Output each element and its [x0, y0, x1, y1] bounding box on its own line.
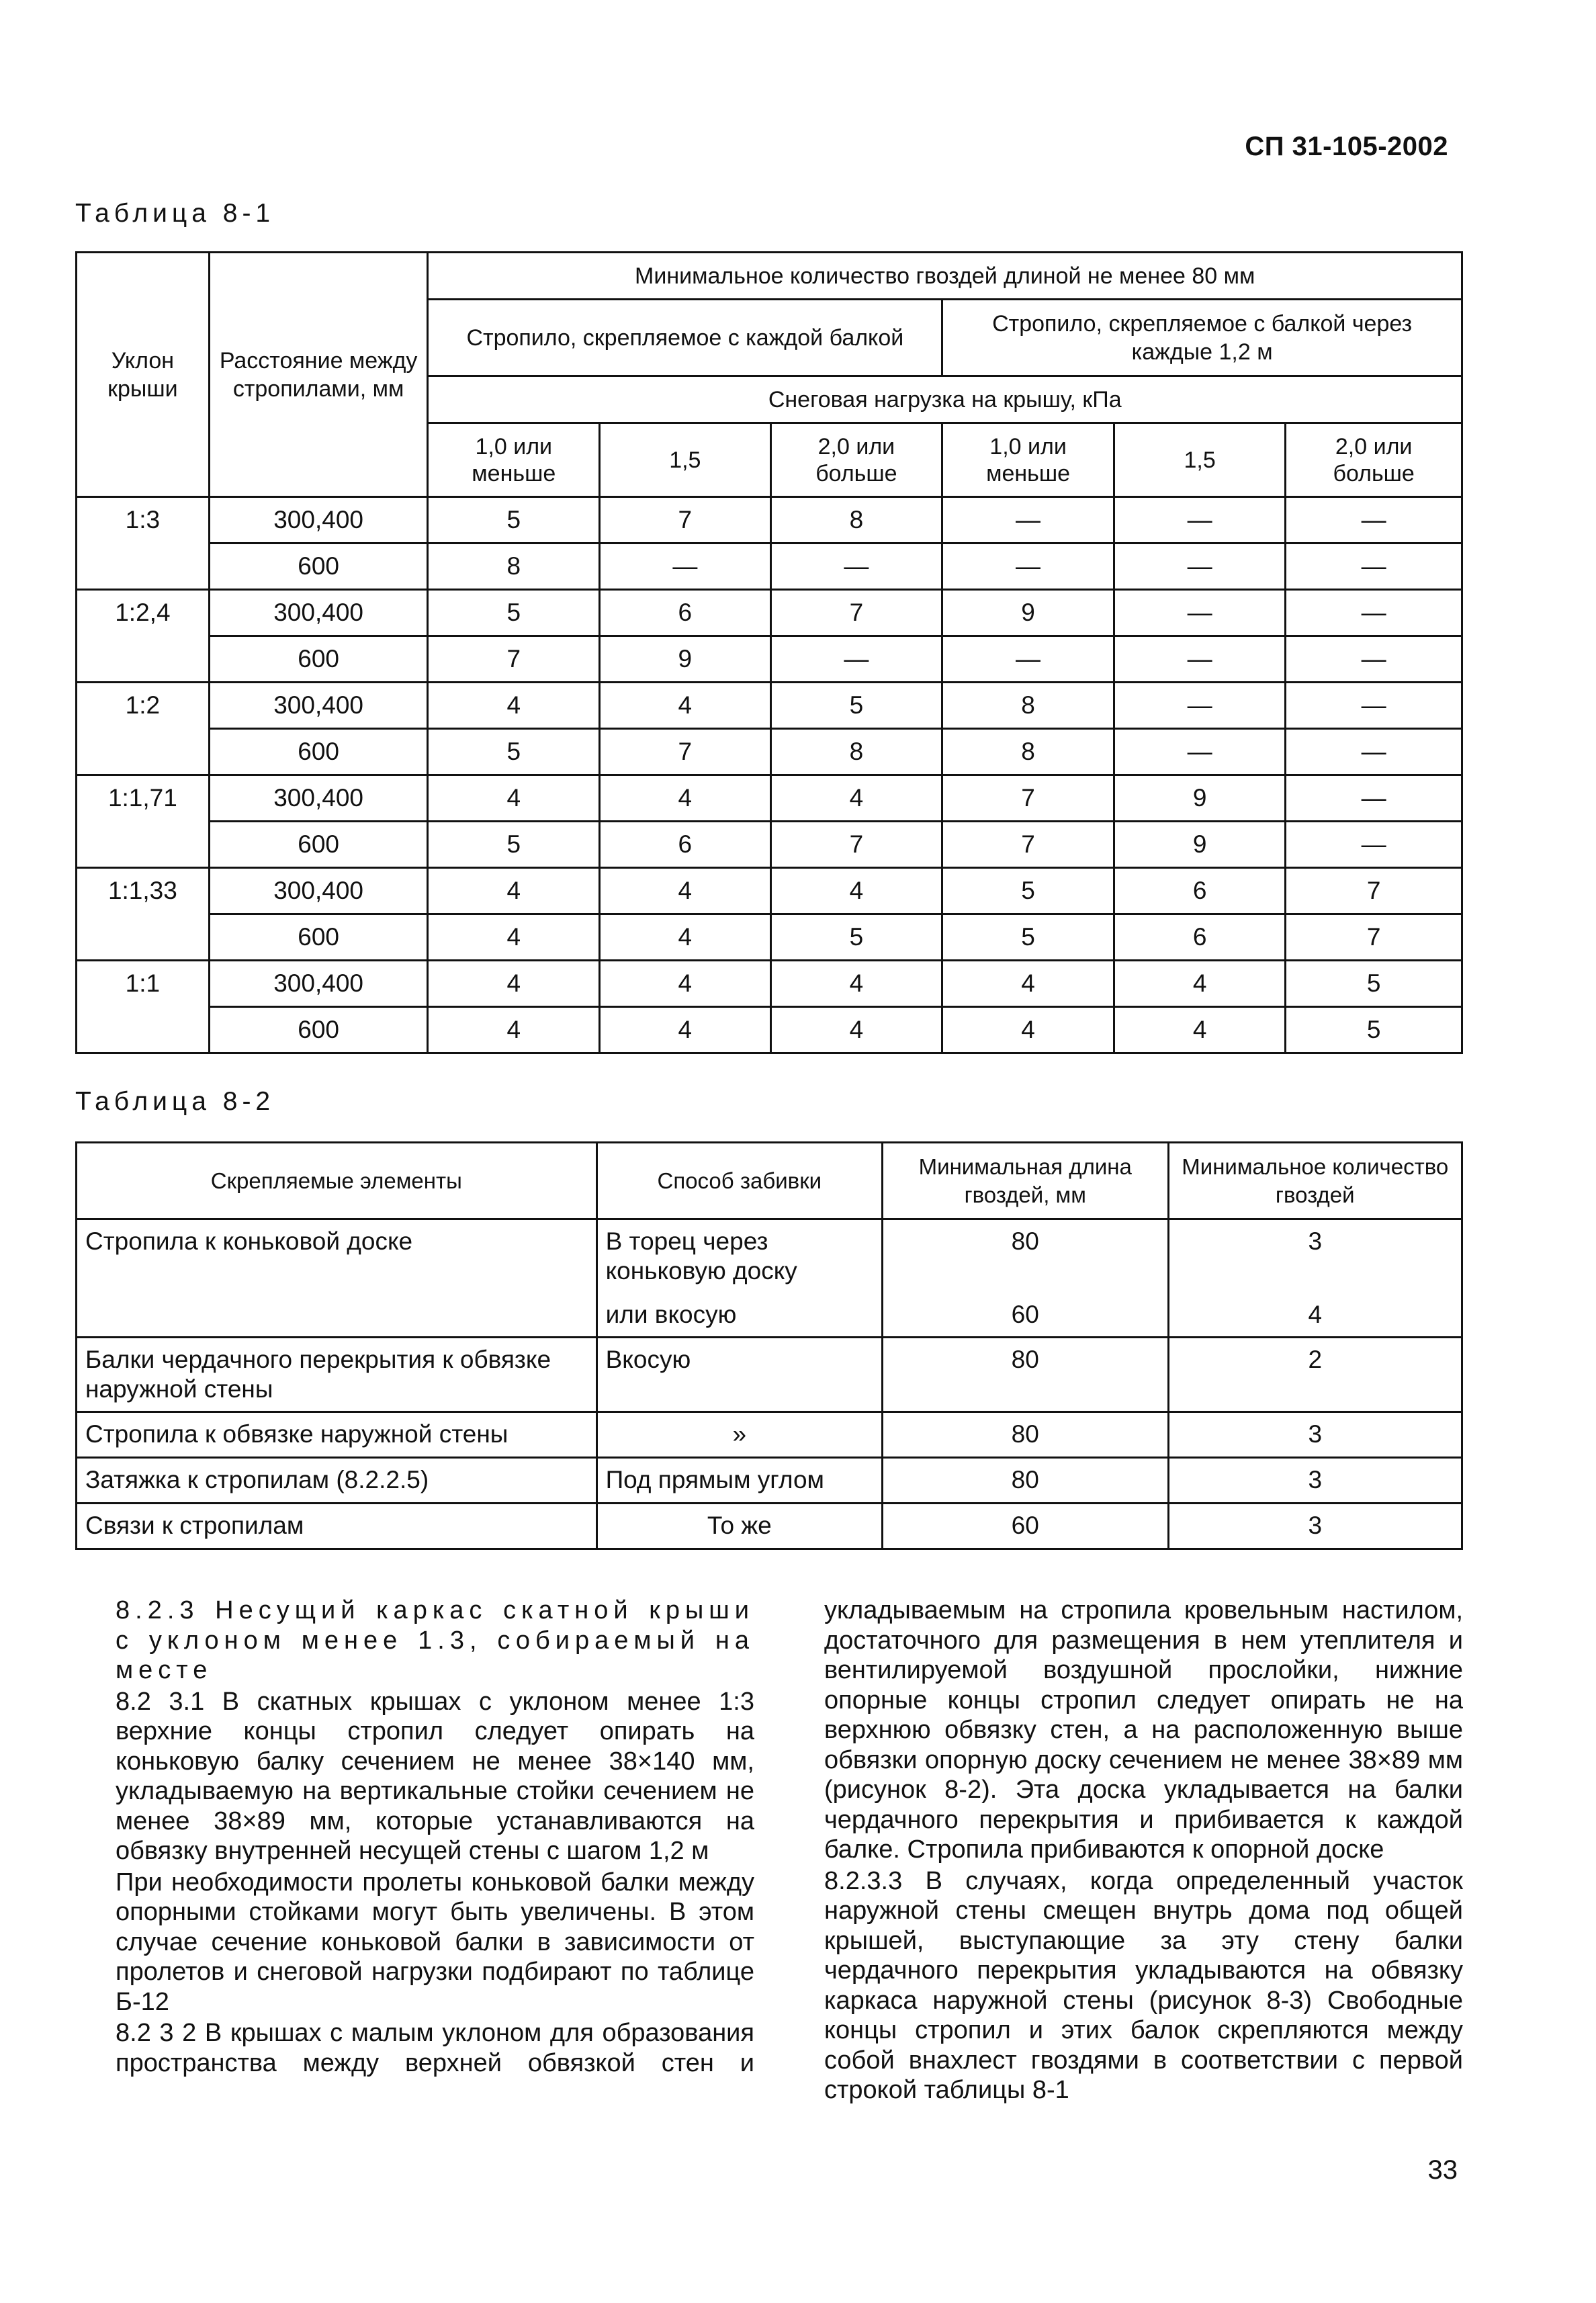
nail-count-cell: 4	[600, 914, 770, 961]
nail-count-cell: 6	[600, 822, 770, 868]
nail-count-cell: 8	[942, 683, 1114, 729]
nail-count-cell: —	[1114, 544, 1285, 590]
nail-count-cell: —	[1114, 590, 1285, 636]
nail-count-cell: 8	[942, 729, 1114, 775]
slope-cell: 1:3	[77, 497, 210, 590]
spacing-cell: 300,400	[209, 961, 428, 1007]
method-cell: Вкосую	[596, 1337, 882, 1411]
nail-count-cell: —	[1286, 497, 1462, 544]
length-cell: 60	[883, 1293, 1169, 1338]
nail-count-cell: 5	[770, 914, 942, 961]
header-load-col: 1,0 или меньше	[942, 423, 1114, 497]
method-cell: В торец через коньковую доску	[596, 1219, 882, 1293]
nail-count-cell: 7	[428, 636, 600, 683]
spacing-cell: 300,400	[209, 683, 428, 729]
count-cell: 3	[1168, 1219, 1462, 1293]
length-cell: 80	[883, 1337, 1169, 1411]
nail-count-cell: 4	[600, 1007, 770, 1053]
nail-count-cell: —	[770, 636, 942, 683]
nail-count-cell: 6	[600, 590, 770, 636]
nail-count-cell: 4	[428, 961, 600, 1007]
spacing-cell: 300,400	[209, 775, 428, 822]
nail-count-cell: 5	[1286, 1007, 1462, 1053]
count-cell: 3	[1168, 1503, 1462, 1549]
nail-count-cell: 6	[1114, 868, 1285, 914]
header-load-col: 2,0 или больше	[770, 423, 942, 497]
nail-count-cell: 7	[600, 729, 770, 775]
slope-cell: 1:2,4	[77, 590, 210, 683]
nail-count-cell: —	[1114, 683, 1285, 729]
elements-cell: Затяжка к стропилам (8.2.2.5)	[77, 1457, 597, 1503]
nail-count-cell: 4	[600, 961, 770, 1007]
paragraph: 8.2.3.3 В случаях, когда определенный участок наружной стены смещен внутрь дома под общей крышей, выступающие за эту стену балки чердачного перекрытия укладываются на обвязку каркаса наружной стены (рисунок 8-3) Свободные концы стропил и этих балок скрепляются между собой внахлест гвоздями в соответствии с первой строкой таблицы 8-1	[824, 1866, 1463, 2104]
spacing-cell: 600	[209, 544, 428, 590]
count-cell: 3	[1168, 1457, 1462, 1503]
nail-count-cell: —	[770, 544, 942, 590]
slope-cell: 1:2	[77, 683, 210, 775]
table-row	[77, 590, 1462, 636]
nail-count-cell: 4	[942, 961, 1114, 1007]
page-number: 33	[1427, 2155, 1458, 2185]
nail-count-cell: —	[1286, 636, 1462, 683]
nail-count-cell: 9	[1114, 822, 1285, 868]
nail-count-cell: —	[1114, 636, 1285, 683]
body-text	[116, 1596, 1463, 2105]
header-min-length: Минимальная длина гвоздей, мм	[883, 1143, 1169, 1219]
header-slope: Уклон крыши	[77, 253, 210, 497]
nail-count-cell: 5	[942, 868, 1114, 914]
method-cell: »	[596, 1411, 882, 1457]
table-8-1	[75, 251, 1463, 1054]
section-heading: 8.2.3 Несущий каркас скатной крыши с уклоном менее 1.3, собираемый на месте	[116, 1596, 754, 1684]
nail-count-cell: 4	[428, 1007, 600, 1053]
header-spacing: Расстояние между стропилами, мм	[209, 253, 428, 497]
nail-count-cell: —	[1114, 497, 1285, 544]
nail-count-cell: 4	[770, 775, 942, 822]
length-cell: 60	[883, 1503, 1169, 1549]
nail-count-cell: 4	[428, 868, 600, 914]
table-8-1-caption: Таблица 8-1	[75, 199, 275, 228]
spacing-cell: 600	[209, 914, 428, 961]
nail-count-cell: —	[942, 497, 1114, 544]
nail-count-cell: —	[600, 544, 770, 590]
table-row	[77, 822, 1462, 868]
nail-count-cell: 7	[770, 822, 942, 868]
spacing-cell: 600	[209, 636, 428, 683]
slope-cell: 1:1	[77, 961, 210, 1053]
table-8-2	[75, 1141, 1463, 1550]
nail-count-cell: 4	[1114, 1007, 1285, 1053]
table-row	[77, 914, 1462, 961]
nail-count-cell: —	[1286, 683, 1462, 729]
header-load-col: 1,0 или меньше	[428, 423, 600, 497]
nail-count-cell: 5	[942, 914, 1114, 961]
slope-cell: 1:1,33	[77, 868, 210, 961]
count-cell: 2	[1168, 1337, 1462, 1411]
nail-count-cell: 6	[1114, 914, 1285, 961]
table-row	[77, 775, 1462, 822]
nail-count-cell: 7	[1286, 914, 1462, 961]
nail-count-cell: 7	[942, 822, 1114, 868]
nail-count-cell: 4	[600, 868, 770, 914]
count-cell: 4	[1168, 1293, 1462, 1338]
nail-count-cell: 7	[942, 775, 1114, 822]
nail-count-cell: 4	[428, 683, 600, 729]
method-cell: То же	[596, 1503, 882, 1549]
header-each-beam: Стропило, скрепляемое с каждой балкой	[428, 300, 942, 376]
nail-count-cell: —	[1286, 822, 1462, 868]
nail-count-cell: 4	[770, 1007, 942, 1053]
table-row	[77, 868, 1462, 914]
nail-count-cell: 5	[428, 497, 600, 544]
spacing-cell: 600	[209, 1007, 428, 1053]
header-load-col: 1,5	[1114, 423, 1285, 497]
nail-count-cell: 7	[600, 497, 770, 544]
header-min-nails: Минимальное количество гвоздей длиной не менее 80 мм	[428, 253, 1462, 300]
table-row	[77, 497, 1462, 544]
nail-count-cell: —	[1286, 729, 1462, 775]
header-method: Способ забивки	[596, 1143, 882, 1219]
paragraph: 8.2 3 2 В крышах с малым уклоном для образования пространства между верхней обвязкой стен и укладываемым на стропила кровельным настилом, достаточного для размещения в нем утеплителя и вентилируемой воздушной прослойки, нижние опорные концы стропил следует опирать не на верхнюю обвязку стен, а на расположенную выше обвязки опорную доску сечением не менее 38×89 мм (рисунок 8-2). Эта доска укладывается на балки чердачного перекрытия и прибивается к каждой балке. Стропила прибиваются к опорной доске	[116, 1596, 1463, 2077]
method-cell: или вкосую	[596, 1293, 882, 1338]
nail-count-cell: 4	[942, 1007, 1114, 1053]
table-8-2-caption: Таблица 8-2	[75, 1087, 275, 1116]
nail-count-cell: —	[1286, 544, 1462, 590]
nail-count-cell: 5	[428, 729, 600, 775]
nail-count-cell: 5	[428, 590, 600, 636]
length-cell: 80	[883, 1457, 1169, 1503]
spacing-cell: 300,400	[209, 497, 428, 544]
nail-count-cell: 9	[600, 636, 770, 683]
elements-cell: Стропила к обвязке наружной стены	[77, 1411, 597, 1457]
table-8-1-body	[77, 497, 1462, 1053]
nail-count-cell: 4	[600, 775, 770, 822]
header-load-col: 2,0 или больше	[1286, 423, 1462, 497]
table-row	[77, 683, 1462, 729]
nail-count-cell: 4	[1114, 961, 1285, 1007]
nail-count-cell: —	[1286, 775, 1462, 822]
spacing-cell: 300,400	[209, 590, 428, 636]
nail-count-cell: —	[942, 636, 1114, 683]
nail-count-cell: 4	[770, 961, 942, 1007]
nail-count-cell: 9	[1114, 775, 1285, 822]
elements-cell: Балки чердачного перекрытия к обвязке наружной стены	[77, 1337, 597, 1411]
nail-count-cell: —	[942, 544, 1114, 590]
method-cell: Под прямым углом	[596, 1457, 882, 1503]
nail-count-cell: —	[1114, 729, 1285, 775]
length-cell: 80	[883, 1411, 1169, 1457]
nail-count-cell: 7	[1286, 868, 1462, 914]
document-code: СП 31-105-2002	[1245, 132, 1448, 161]
nail-count-cell: 5	[1286, 961, 1462, 1007]
spacing-cell: 300,400	[209, 868, 428, 914]
slope-cell: 1:1,71	[77, 775, 210, 868]
nail-count-cell: 9	[942, 590, 1114, 636]
spacing-cell: 600	[209, 822, 428, 868]
spacing-cell: 600	[209, 729, 428, 775]
table-row	[77, 544, 1462, 590]
nail-count-cell: —	[1286, 590, 1462, 636]
elements-cell: Связи к стропилам	[77, 1503, 597, 1549]
header-every-1-2m: Стропило, скрепляемое с балкой через каждые 1,2 м	[942, 300, 1462, 376]
nail-count-cell: 7	[770, 590, 942, 636]
table-row	[77, 961, 1462, 1007]
nail-count-cell: 4	[428, 775, 600, 822]
paragraph: При необходимости пролеты коньковой балки между опорными стойками могут быть увеличены. В этом случае сечение коньковой балки в зависимости от пролетов и снеговой нагрузки подбирают по таблице Б-12	[116, 1868, 754, 2016]
nail-count-cell: 5	[770, 683, 942, 729]
paragraph: 8.2 3.1 В скатных крышах с уклоном менее 1:3 верхние концы стропил следует опирать на коньковую балку сечением не менее 38×140 мм, укладываемую на вертикальные стойки сечением не менее 38×89 мм, которые устанавливаются на обвязку внутренней несущей стены с шагом 1,2 м	[116, 1687, 754, 1865]
header-load-col: 1,5	[600, 423, 770, 497]
nail-count-cell: 4	[600, 683, 770, 729]
header-snow-load: Снеговая нагрузка на крышу, кПа	[428, 376, 1462, 423]
nail-count-cell: 4	[428, 914, 600, 961]
table-row	[77, 729, 1462, 775]
header-elements: Скрепляемые элементы	[77, 1143, 597, 1219]
count-cell: 3	[1168, 1411, 1462, 1457]
nail-count-cell: 5	[428, 822, 600, 868]
elements-cell: Стропила к коньковой доске	[77, 1219, 597, 1338]
table-row	[77, 636, 1462, 683]
nail-count-cell: 4	[770, 868, 942, 914]
nail-count-cell: 8	[770, 729, 942, 775]
length-cell: 80	[883, 1219, 1169, 1293]
header-min-count: Минимальное количество гвоздей	[1168, 1143, 1462, 1219]
table-row	[77, 1007, 1462, 1053]
nail-count-cell: 8	[770, 497, 942, 544]
nail-count-cell: 8	[428, 544, 600, 590]
